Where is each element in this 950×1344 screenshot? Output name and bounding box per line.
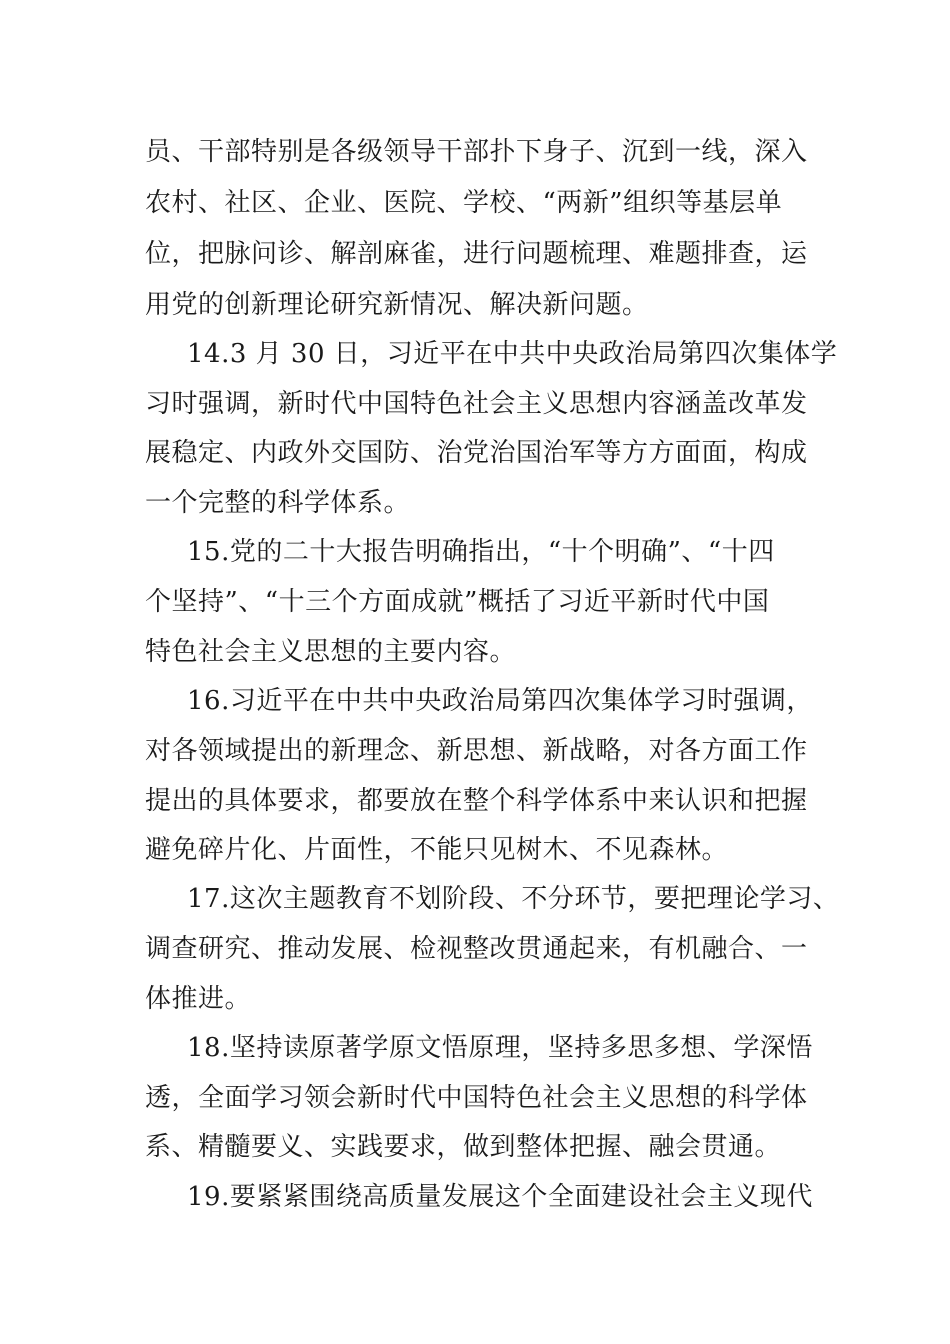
text-line: 位，把脉问诊、解剖麻雀，进行问题梳理、难题排查，运: [145, 239, 808, 269]
text-line: 17.这次主题教育不划阶段、不分环节，要把理论学习、: [187, 884, 840, 914]
text-line: 特色社会主义思想的主要内容。: [145, 637, 517, 667]
text-line: 体推进。: [145, 984, 252, 1014]
text-line: 农村、社区、企业、医院、学校、“两新”组织等基层单: [145, 188, 783, 218]
text-line: 员、干部特别是各级领导干部扑下身子、沉到一线，深入: [145, 137, 808, 167]
text-line: 透，全面学习领会新时代中国特色社会主义思想的科学体: [145, 1083, 808, 1113]
text-line: 14.3 月 30 日，习近平在中共中央政治局第四次集体学: [187, 339, 838, 369]
text-line: 用党的创新理论研究新情况、解决新问题。: [145, 290, 649, 320]
text-line: 展稳定、内政外交国防、治党治国治军等方方面面，构成: [145, 438, 808, 468]
text-line: 16.习近平在中共中央政治局第四次集体学习时强调，: [187, 686, 813, 716]
text-line: 习时强调，新时代中国特色社会主义思想内容涵盖改革发: [145, 389, 808, 419]
text-line: 15.党的二十大报告明确指出，“十个明确”、“十四: [187, 537, 775, 567]
text-line: 调查研究、推动发展、检视整改贯通起来，有机融合、一: [145, 934, 808, 964]
text-line: 避免碎片化、片面性，不能只见树木、不见森林。: [145, 835, 729, 865]
text-line: 18.坚持读原著学原文悟原理，坚持多思多想、学深悟: [187, 1033, 813, 1063]
text-line: 提出的具体要求，都要放在整个科学体系中来认识和把握: [145, 786, 808, 816]
text-line: 19.要紧紧围绕高质量发展这个全面建设社会主义现代: [187, 1182, 813, 1212]
text-line: 对各领域提出的新理念、新思想、新战略，对各方面工作: [145, 736, 808, 766]
text-line: 个坚持”、“十三个方面成就”概括了习近平新时代中国: [145, 587, 770, 617]
text-line: 系、精髓要义、实践要求，做到整体把握、融会贯通。: [145, 1132, 782, 1162]
text-line: 一个完整的科学体系。: [145, 488, 411, 518]
